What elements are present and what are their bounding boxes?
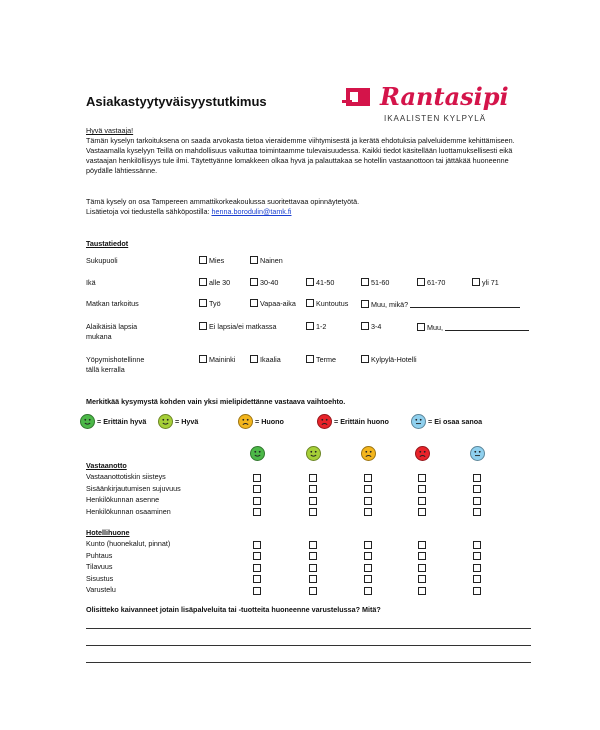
legend-label: = Ei osaa sanoa: [428, 417, 483, 426]
rating-item-label: Vastaanottotiskin siisteys: [86, 472, 166, 481]
rating-checkbox[interactable]: [418, 474, 426, 482]
option-label: Ei lapsia/ei matkassa: [209, 322, 277, 331]
age-option-1[interactable]: [199, 278, 230, 287]
checkbox[interactable]: [199, 256, 207, 264]
rating-item-label: Tilavuus: [86, 562, 113, 571]
rating-checkbox[interactable]: [418, 552, 426, 560]
rating-checkbox[interactable]: [418, 575, 426, 583]
checkbox[interactable]: [361, 322, 369, 330]
smiley-face-icon: [80, 414, 95, 429]
rating-checkbox[interactable]: [473, 497, 481, 505]
age-option-4[interactable]: [361, 278, 389, 287]
purpose-option-work[interactable]: [199, 299, 221, 308]
option-label: Työ: [209, 299, 221, 308]
answer-line-3[interactable]: [86, 662, 531, 663]
rating-checkbox[interactable]: [473, 552, 481, 560]
rating-checkbox[interactable]: [473, 587, 481, 595]
option-label: 3-4: [371, 322, 382, 331]
smiley-face-icon: [306, 446, 321, 461]
spa-logo-icon: [340, 80, 376, 114]
gender-option-male[interactable]: [199, 256, 224, 265]
option-label: yli 71: [482, 278, 499, 287]
logo-wordmark: Rantasipi: [380, 82, 509, 111]
option-label: 51-60: [371, 278, 390, 287]
page-title: Asiakastyytyväisyystutkimus: [86, 94, 267, 109]
age-option-3[interactable]: [306, 278, 334, 287]
checkbox[interactable]: [306, 355, 314, 363]
logo-tagline: IKAALISTEN KYLPYLÄ: [384, 114, 487, 123]
section-title: Vastaanotto: [86, 461, 127, 470]
hotel-label: [86, 355, 144, 375]
rating-checkbox[interactable]: [309, 552, 317, 560]
rating-checkbox[interactable]: [309, 485, 317, 493]
checkbox[interactable]: [250, 355, 258, 363]
purpose-other-field[interactable]: [410, 299, 520, 308]
option-label: 1-2: [316, 322, 327, 331]
option-label: Vapaa-aika: [260, 299, 296, 308]
checkbox[interactable]: [472, 278, 480, 286]
hotel-label-line2: tällä kerralla: [86, 365, 125, 374]
rating-checkbox[interactable]: [253, 552, 261, 560]
rating-checkbox[interactable]: [309, 564, 317, 572]
children-option-1-2[interactable]: [306, 322, 326, 331]
rating-item-label: Varustelu: [86, 585, 116, 594]
option-label: Nainen: [260, 256, 283, 265]
age-option-5[interactable]: [417, 278, 445, 287]
purpose-option-rehab[interactable]: [306, 299, 348, 308]
checkbox[interactable]: [250, 278, 258, 286]
checkbox[interactable]: [199, 322, 207, 330]
legend-label: = Hyvä: [175, 417, 199, 426]
checkbox[interactable]: [417, 323, 425, 331]
purpose-option-other[interactable]: [361, 299, 520, 309]
option-label: Kuntoutus: [316, 299, 349, 308]
intro-text: Tämän kyselyn tarkoituksena on saada arvokasta tietoa vieraidemme viihtymisestä ja kerätä ehdotuksia palveluidemme kehittämiseen. Vastaamalla kyselyyn Teillä on mahdollisuus vaikuttaa toimintaamme tulevaisuudessa. Kaikki tiedot käsitellään luottamuksellisesti eikä vastaajan henkilöllisyys tule ilmi. Täytettyänne lomakkeen olkaa hyvä ja palauttakaa se hotellin vastaanottoon tai jättäkää huoneenne pöydälle lähtiessänne.: [86, 136, 515, 175]
rating-checkbox[interactable]: [364, 541, 372, 549]
checkbox[interactable]: [250, 299, 258, 307]
smiley-face-icon: [317, 414, 332, 429]
instruction-text: Merkitkää kysymystä kohden vain yksi mielipidettänne vastaava vaihtoehto.: [86, 397, 346, 406]
rating-checkbox[interactable]: [364, 508, 372, 516]
rating-checkbox[interactable]: [364, 497, 372, 505]
contact-line: [86, 207, 292, 217]
children-label-line1: Alaikäisiä lapsia: [86, 322, 138, 331]
rating-checkbox[interactable]: [253, 497, 261, 505]
rating-checkbox[interactable]: [253, 575, 261, 583]
rating-checkbox[interactable]: [418, 587, 426, 595]
checkbox[interactable]: [361, 300, 369, 308]
smiley-face-icon: [470, 446, 485, 461]
smiley-face-icon: [158, 414, 173, 429]
smiley-face-icon: [415, 446, 430, 461]
rating-checkbox[interactable]: [418, 485, 426, 493]
option-label: Muu, mikä?: [371, 300, 409, 309]
checkbox[interactable]: [417, 278, 425, 286]
purpose-option-leisure[interactable]: [250, 299, 296, 308]
rating-checkbox[interactable]: [309, 587, 317, 595]
children-option-none[interactable]: [199, 322, 277, 331]
checkbox[interactable]: [306, 278, 314, 286]
rating-checkbox[interactable]: [418, 508, 426, 516]
rating-checkbox[interactable]: [473, 564, 481, 572]
rating-checkbox[interactable]: [364, 575, 372, 583]
option-label: 61-70: [427, 278, 446, 287]
children-label: [86, 322, 137, 342]
hotel-option-terme[interactable]: [306, 355, 336, 364]
answer-line-1[interactable]: [86, 628, 531, 629]
contact-text: Lisätietoja voi tiedustella sähköpostilla:: [86, 207, 210, 216]
checkbox[interactable]: [199, 355, 207, 363]
section-title: Hotellihuone: [86, 528, 130, 537]
legend-label: = Erittäin hyvä: [97, 417, 147, 426]
purpose-label: Matkan tarkoitus: [86, 299, 139, 308]
gender-label: Sukupuoli: [86, 256, 118, 265]
rating-checkbox[interactable]: [364, 564, 372, 572]
smiley-face-icon: [250, 446, 265, 461]
option-label: 41-50: [316, 278, 335, 287]
rating-item-label: Henkilökunnan osaaminen: [86, 506, 171, 516]
rating-checkbox[interactable]: [473, 575, 481, 583]
hotel-label-line1: Yöpymishotellinne: [86, 355, 145, 364]
contact-email-link[interactable]: henna.borodulin@tamk.fi: [211, 207, 292, 216]
rating-checkbox[interactable]: [364, 552, 372, 560]
gender-option-female[interactable]: [250, 256, 283, 265]
children-label-line2: mukana: [86, 332, 112, 341]
rating-checkbox[interactable]: [253, 541, 261, 549]
rating-checkbox[interactable]: [418, 497, 426, 505]
rating-checkbox[interactable]: [309, 508, 317, 516]
option-label: Mies: [209, 256, 225, 265]
checkbox[interactable]: [361, 278, 369, 286]
age-label: Ikä: [86, 278, 96, 287]
option-label: Maininki: [209, 355, 236, 364]
rating-checkbox[interactable]: [473, 474, 481, 482]
option-label: 30-40: [260, 278, 279, 287]
rating-item-label: Sisäänkirjautumisen sujuvuus: [86, 483, 181, 493]
rating-checkbox[interactable]: [418, 541, 426, 549]
rating-checkbox[interactable]: [253, 508, 261, 516]
rating-checkbox[interactable]: [309, 541, 317, 549]
legend-label: = Huono: [255, 417, 284, 426]
children-option-3-4[interactable]: [361, 322, 381, 331]
age-option-2[interactable]: [250, 278, 278, 287]
checkbox[interactable]: [199, 299, 207, 307]
option-label: Muu,: [427, 323, 443, 332]
hotel-option-ikaalia[interactable]: [250, 355, 281, 364]
option-label: Terme: [316, 355, 336, 364]
rating-checkbox[interactable]: [253, 474, 261, 482]
rating-checkbox[interactable]: [473, 485, 481, 493]
rating-item-label: Kunto (huonekalut, pinnat): [86, 539, 171, 548]
rating-checkbox[interactable]: [473, 508, 481, 516]
smiley-face-icon: [238, 414, 253, 429]
hotel-option-maininki[interactable]: [199, 355, 235, 364]
rating-checkbox[interactable]: [364, 587, 372, 595]
checkbox[interactable]: [199, 278, 207, 286]
checkbox[interactable]: [250, 256, 258, 264]
checkbox[interactable]: [306, 299, 314, 307]
background-section-title: Taustatiedot: [86, 239, 129, 248]
rating-checkbox[interactable]: [309, 575, 317, 583]
rating-checkbox[interactable]: [364, 485, 372, 493]
children-other-field[interactable]: [445, 322, 529, 331]
rating-item-label: Henkilökunnan asenne: [86, 495, 160, 504]
rating-checkbox[interactable]: [418, 564, 426, 572]
smiley-face-icon: [361, 446, 376, 461]
rating-checkbox[interactable]: [253, 564, 261, 572]
answer-line-2[interactable]: [86, 645, 531, 646]
hotel-option-kylpyla[interactable]: [361, 355, 417, 364]
rating-checkbox[interactable]: [473, 541, 481, 549]
legend-label: = Erittäin huono: [334, 417, 389, 426]
info-text: Tämä kysely on osa Tampereen ammattikorkeakoulussa suoritettavaa opinnäytetyötä.: [86, 197, 360, 206]
rantasipi-logo: [340, 80, 510, 130]
rating-item-label: Puhtaus: [86, 550, 113, 560]
option-label: Ikaalia: [260, 355, 281, 364]
rating-checkbox[interactable]: [309, 497, 317, 505]
rating-checkbox[interactable]: [364, 474, 372, 482]
smiley-face-icon: [411, 414, 426, 429]
checkbox[interactable]: [306, 322, 314, 330]
rating-checkbox[interactable]: [253, 587, 261, 595]
option-label: alle 30: [209, 278, 231, 287]
open-question: Olisitteko kaivanneet jotain lisäpalveluita tai -tuotteita huoneenne varustelussa? Mitä?: [86, 605, 381, 614]
option-label: Kylpylä-Hotelli: [371, 355, 417, 364]
checkbox[interactable]: [361, 355, 369, 363]
children-option-other[interactable]: [417, 322, 529, 332]
rating-item-label: Sisustus: [86, 573, 114, 583]
rating-checkbox[interactable]: [309, 474, 317, 482]
age-option-6[interactable]: [472, 278, 499, 287]
greeting: Hyvä vastaaja!: [86, 126, 134, 135]
rating-checkbox[interactable]: [253, 485, 261, 493]
